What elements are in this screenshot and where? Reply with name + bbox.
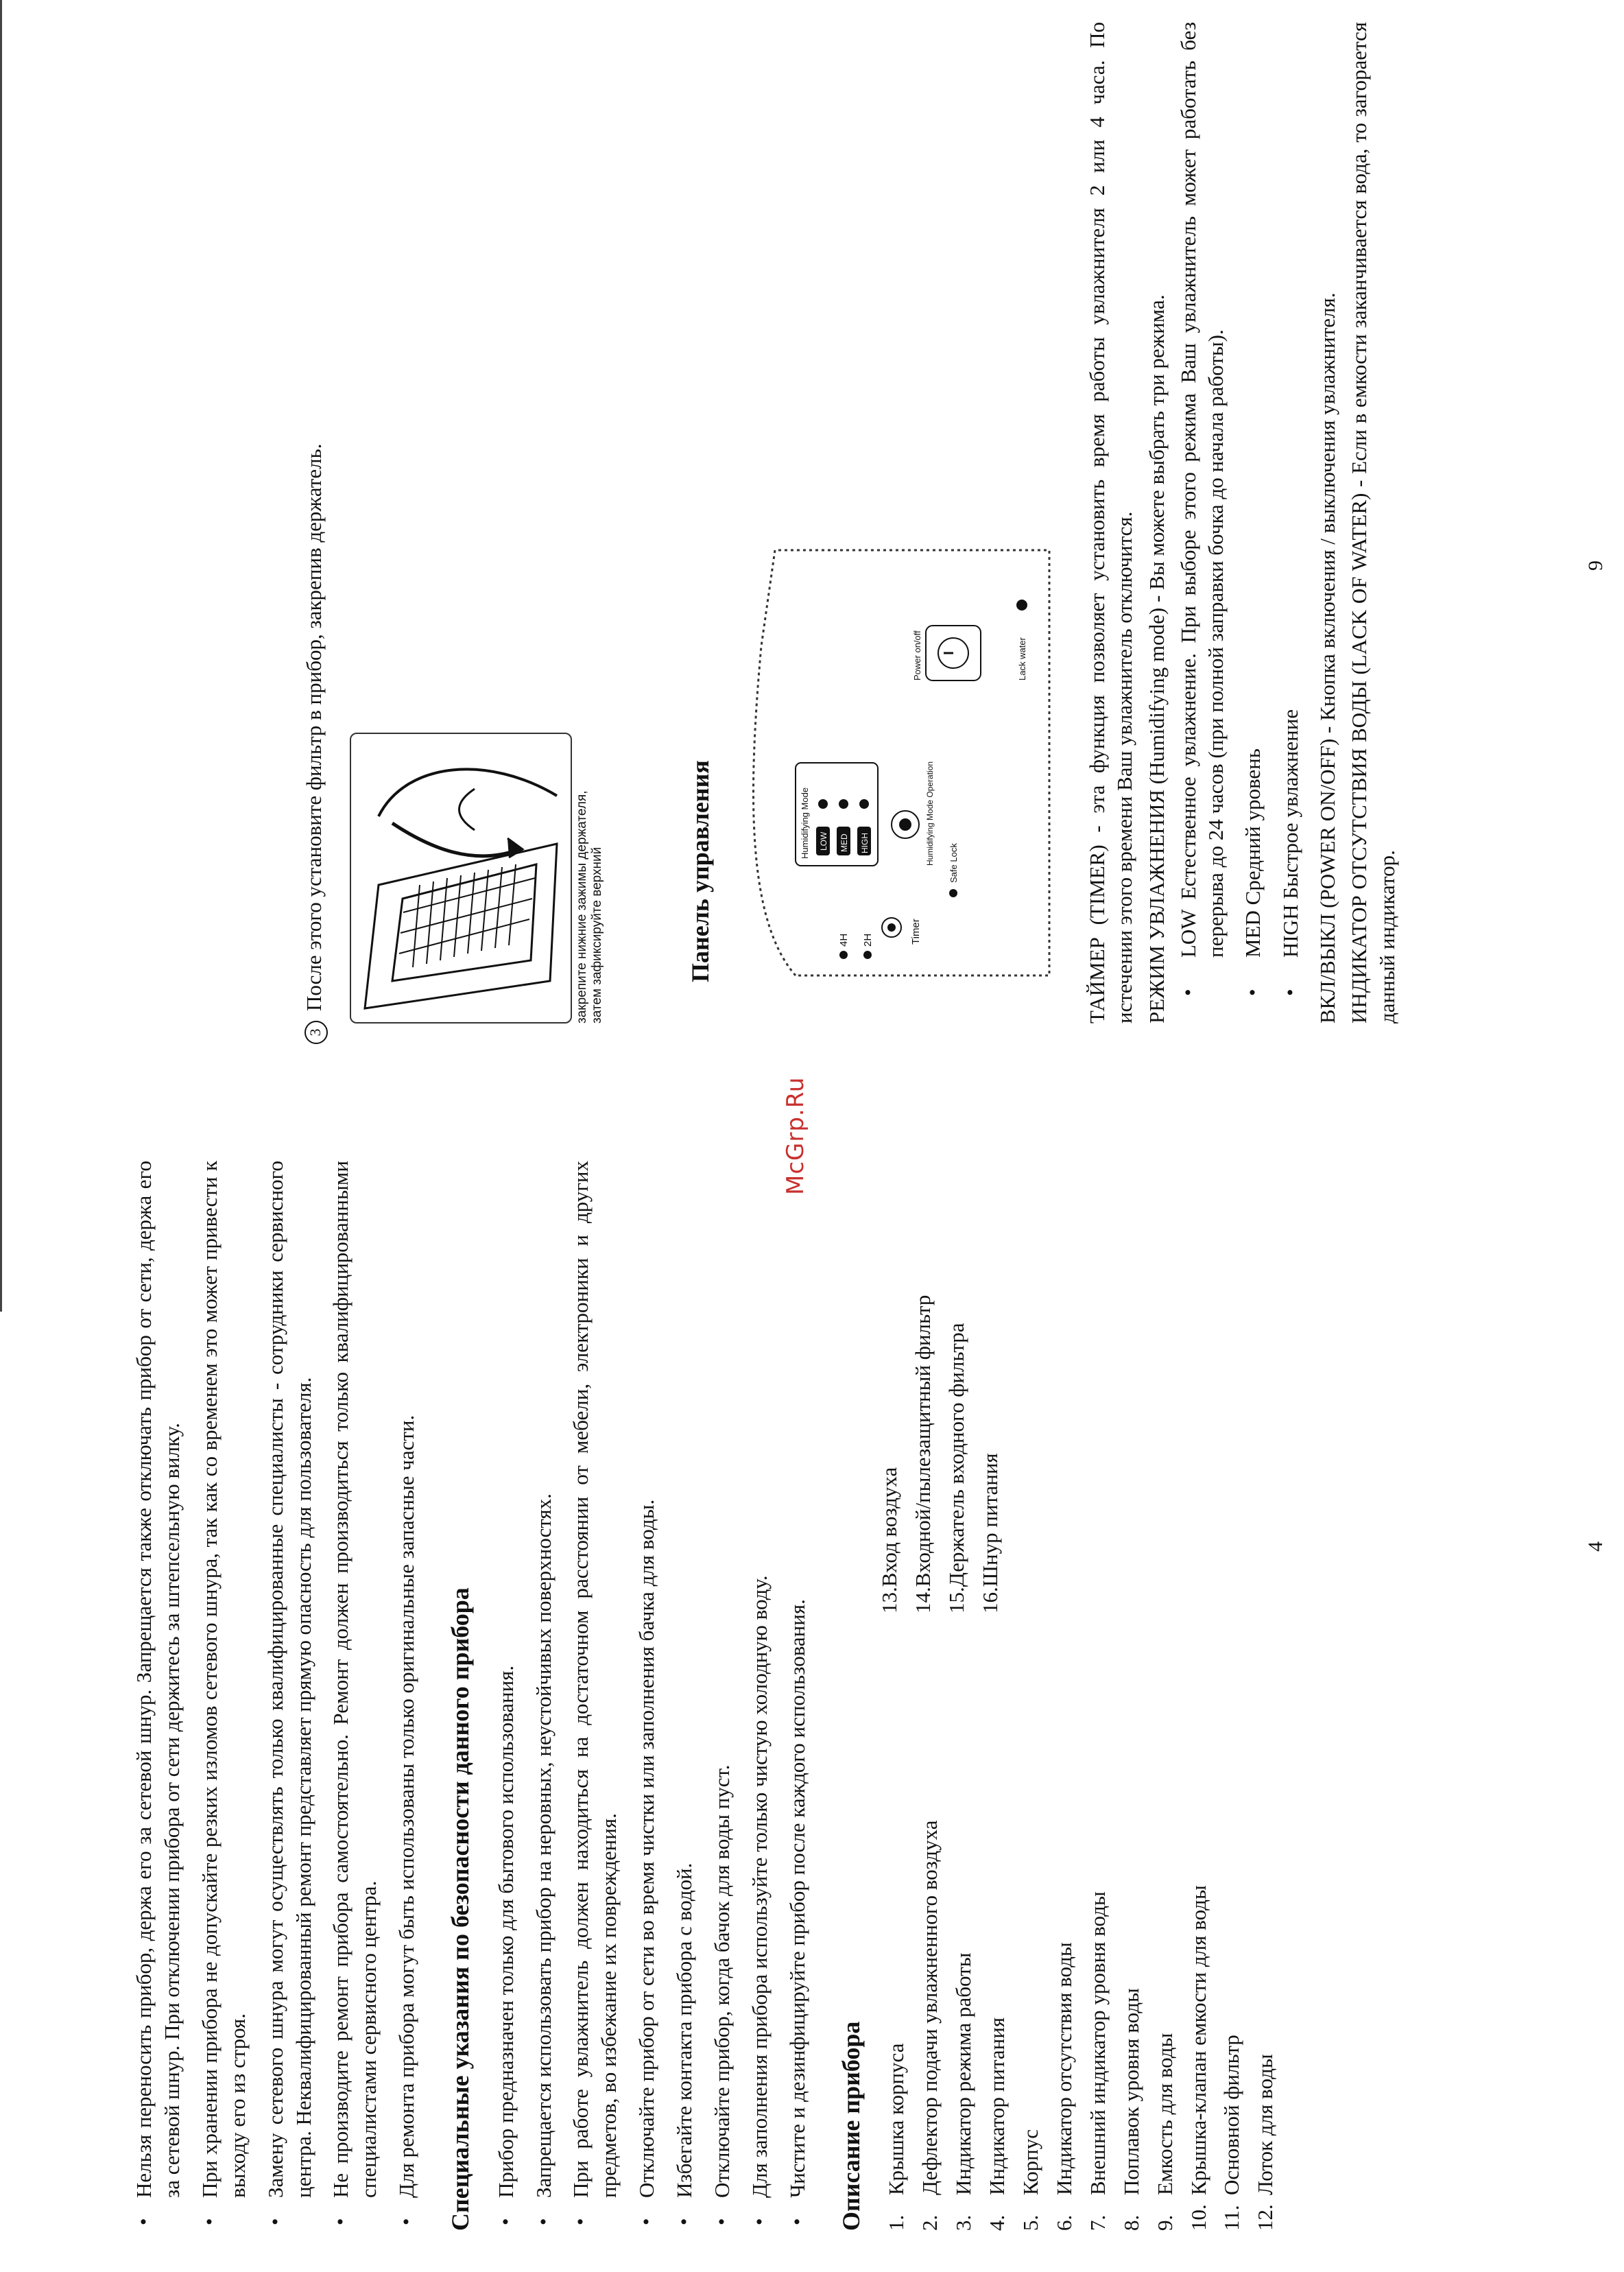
item-label: Индикатор питания bbox=[985, 2017, 1010, 2195]
item-number: 6. bbox=[1051, 2214, 1076, 2231]
list-item: • Замену сетевого шнура могут осуществлять только квалифицированные специалисты - сотрудники сервисного центра. Неквалифицированный ремонт представляет прямую опасность для пользователя. bbox=[262, 1161, 318, 2198]
list-item: • MED Средний уровень bbox=[1239, 22, 1267, 958]
item-label: Емкость для воды bbox=[1152, 2033, 1177, 2195]
indicator-4h bbox=[839, 951, 848, 959]
item-number: 14. bbox=[911, 1587, 935, 1613]
lack-water-label: Lack water bbox=[1017, 637, 1027, 681]
list-item bbox=[950, 1709, 978, 2231]
list-item bbox=[983, 1709, 1012, 2231]
figure-caption: закрепите нижние зажимы держателя, затем зафиксируйте верхний bbox=[575, 790, 604, 1023]
safety-bullets bbox=[492, 1161, 812, 2231]
label-2h: 2H bbox=[862, 933, 874, 947]
item-number: 1. bbox=[884, 2214, 909, 2231]
item-label: Входной/пылезащитный фильтр bbox=[911, 1294, 935, 1587]
page-number-left: 4 bbox=[1584, 1541, 1607, 1552]
list-item: • Отключайте прибор от сети во время чистки или заполнения бачка для воды. bbox=[633, 1161, 661, 2198]
mode-operation-label: Humidifying Mode Operation bbox=[925, 761, 935, 866]
parts-column-1 bbox=[883, 1709, 1285, 2231]
item-label: Индикатор режима работы bbox=[951, 1952, 976, 2195]
item-label: Основной фильтр bbox=[1219, 2035, 1244, 2195]
list-item bbox=[909, 1202, 938, 1613]
list-item: • Для заполнения прибора используйте только чистую холодную воду. bbox=[746, 1161, 774, 2198]
description-heading: Описание прибора bbox=[837, 2021, 865, 2231]
insert-arrow bbox=[392, 823, 516, 856]
indicator-2h bbox=[863, 951, 872, 959]
top-rule bbox=[0, 0, 2, 1312]
list-item: • Не производите ремонт прибора самостоятельно. Ремонт должен производиться только квалифицированными специалистами сервисного центра. bbox=[327, 1161, 383, 2198]
lack-text: ИНДИКАТОР ОТСУТСТВИЯ ВОДЫ (LACK OF WATER) - Если в емкости заканчивается вода, то загорается данный индикатор. bbox=[1347, 22, 1399, 1023]
power-text: ВКЛ/ВЫКЛ (POWER ON/OFF) - Кнопка включения / выключения увлажнителя. bbox=[1315, 292, 1340, 1023]
item-number: 10. bbox=[1186, 2204, 1210, 2231]
item-number: 7. bbox=[1085, 2214, 1110, 2231]
mode-label: Humidifying Mode bbox=[800, 787, 810, 859]
item-number: 9. bbox=[1152, 2214, 1177, 2231]
timer-text: ТАЙМЕР (TIMER) - эта функция позволяет установить время работы увлажнителя 2 или 4 часа. По истечении этого времени Ваш увлажнитель отключится. bbox=[1085, 22, 1137, 1023]
step-number: 3 bbox=[304, 1021, 328, 1044]
item-label: Крышка корпуса bbox=[884, 2043, 909, 2195]
item-label: Внешний индикатор уровня воды bbox=[1085, 1891, 1110, 2195]
item-number: 16. bbox=[978, 1587, 1003, 1613]
panel-description bbox=[1084, 22, 1405, 1023]
item-number: 15. bbox=[944, 1587, 969, 1613]
list-item bbox=[1151, 1709, 1180, 2231]
item-number: 11. bbox=[1219, 2205, 1244, 2231]
list-item bbox=[1051, 1709, 1079, 2231]
item-label: Лоток для воды bbox=[1253, 2054, 1278, 2195]
item-label: Шнур питания bbox=[978, 1453, 1003, 1587]
list-item: • При хранении прибора не допускайте резких изломов сетевого шнура, так как со временем это может привести к выходу его из строя. bbox=[196, 1161, 252, 2198]
item-number: 3. bbox=[951, 2214, 976, 2231]
list-item bbox=[1252, 1709, 1280, 2231]
item-label: Крышка-клапан емкости для воды bbox=[1186, 1885, 1210, 2195]
list-item bbox=[916, 1709, 944, 2231]
med-label: MED bbox=[839, 833, 849, 852]
mode-bullets bbox=[1175, 22, 1304, 1023]
page-number-right: 9 bbox=[1584, 560, 1607, 571]
item-number: 8. bbox=[1119, 2214, 1143, 2231]
item-label: Корпус bbox=[1018, 2129, 1042, 2195]
list-item: • HIGH Быстрое увлажнение bbox=[1277, 22, 1304, 958]
list-item: • Нельзя переносить прибор, держа его за сетевой шнур. Запрещается также отключать прибор от сети, держа его за сетевой шнур. При отключении прибора от сети держитесь за штепсельную вилку. bbox=[130, 1161, 187, 2198]
item-label: Держатель входного фильтра bbox=[944, 1323, 969, 1587]
label-4h: 4H bbox=[838, 933, 850, 947]
parts-list bbox=[877, 1161, 1376, 2231]
watermark: McGrp.Ru bbox=[782, 1076, 809, 1195]
intro-bullets bbox=[130, 1161, 421, 2231]
safe-lock-label: Safe Lock bbox=[948, 843, 959, 883]
list-item bbox=[943, 1202, 971, 1613]
safety-heading: Специальные указания по безопасности данного прибора bbox=[446, 1587, 475, 2231]
item-number: 4. bbox=[985, 2214, 1010, 2231]
list-item bbox=[876, 1202, 904, 1613]
left-page bbox=[130, 1161, 1376, 2231]
list-item bbox=[1118, 1709, 1146, 2231]
item-number: 5. bbox=[1018, 2214, 1042, 2231]
list-item: • Запрещается использовать прибор на неровных, неустойчивых поверхностях. bbox=[530, 1161, 558, 2198]
mode-text: РЕЖИМ УВЛАЖНЕНИЯ (Humidifying mode) - Вы можете выбрать три режима. bbox=[1144, 294, 1169, 1023]
list-item: • Прибор предназначен только для бытового использования. bbox=[492, 1161, 521, 2198]
step-3-text: После этого установите фильтр в прибор, закрепив держатель. bbox=[302, 443, 326, 1011]
parts-column-2 bbox=[876, 1202, 1010, 1613]
item-number: 13. bbox=[877, 1587, 902, 1613]
filter-frame bbox=[365, 844, 557, 1008]
timer-label: Timer bbox=[910, 919, 922, 945]
list-item: • Чистите и дезинфицируйте прибор после каждого использования. bbox=[784, 1161, 812, 2198]
list-item: • Отключайте прибор, когда бачок для воды пуст. bbox=[708, 1161, 737, 2198]
list-item: • LOW Естественное увлажнение. При выборе этого режима Ваш увлажнитель может работать без перерыва до 24 часов (при полной заправки бочка до начала работы). bbox=[1175, 22, 1230, 958]
step-3 bbox=[302, 152, 328, 1044]
list-item: • При работе увлажнитель должен находиться на достаточном расстоянии от мебели, электроники и других предметов, во избежание их повреждения. bbox=[567, 1161, 623, 2198]
item-label: Индикатор отсутствия воды bbox=[1051, 1942, 1076, 2195]
list-item bbox=[1218, 1709, 1246, 2231]
item-number: 2. bbox=[918, 2214, 942, 2231]
lack-water-indicator bbox=[1016, 600, 1027, 611]
high-label: HIGH bbox=[860, 833, 870, 853]
list-item: • Для ремонта прибора могут быть использованы только оригинальные запасные части. bbox=[393, 1161, 421, 2198]
filter-holder-illustration bbox=[350, 733, 572, 1023]
list-item: • Избегайте контакта прибора с водой. bbox=[671, 1161, 699, 2198]
item-label: Вход воздуха bbox=[877, 1467, 902, 1587]
list-item bbox=[977, 1202, 1005, 1613]
low-label: LOW bbox=[819, 831, 828, 851]
control-panel-illustration bbox=[734, 523, 1063, 1003]
list-item bbox=[1017, 1709, 1045, 2231]
item-label: Дефлектор подачи увлажненного воздуха bbox=[918, 1820, 942, 2195]
panel-heading: Панель управления bbox=[686, 760, 714, 982]
list-item bbox=[1084, 1709, 1112, 2231]
list-item bbox=[1185, 1709, 1213, 2231]
list-item bbox=[883, 1709, 911, 2231]
power-label: Power on/off bbox=[912, 630, 922, 681]
item-number: 12. bbox=[1253, 2204, 1278, 2231]
item-label: Поплавок уровня воды bbox=[1119, 1988, 1143, 2195]
